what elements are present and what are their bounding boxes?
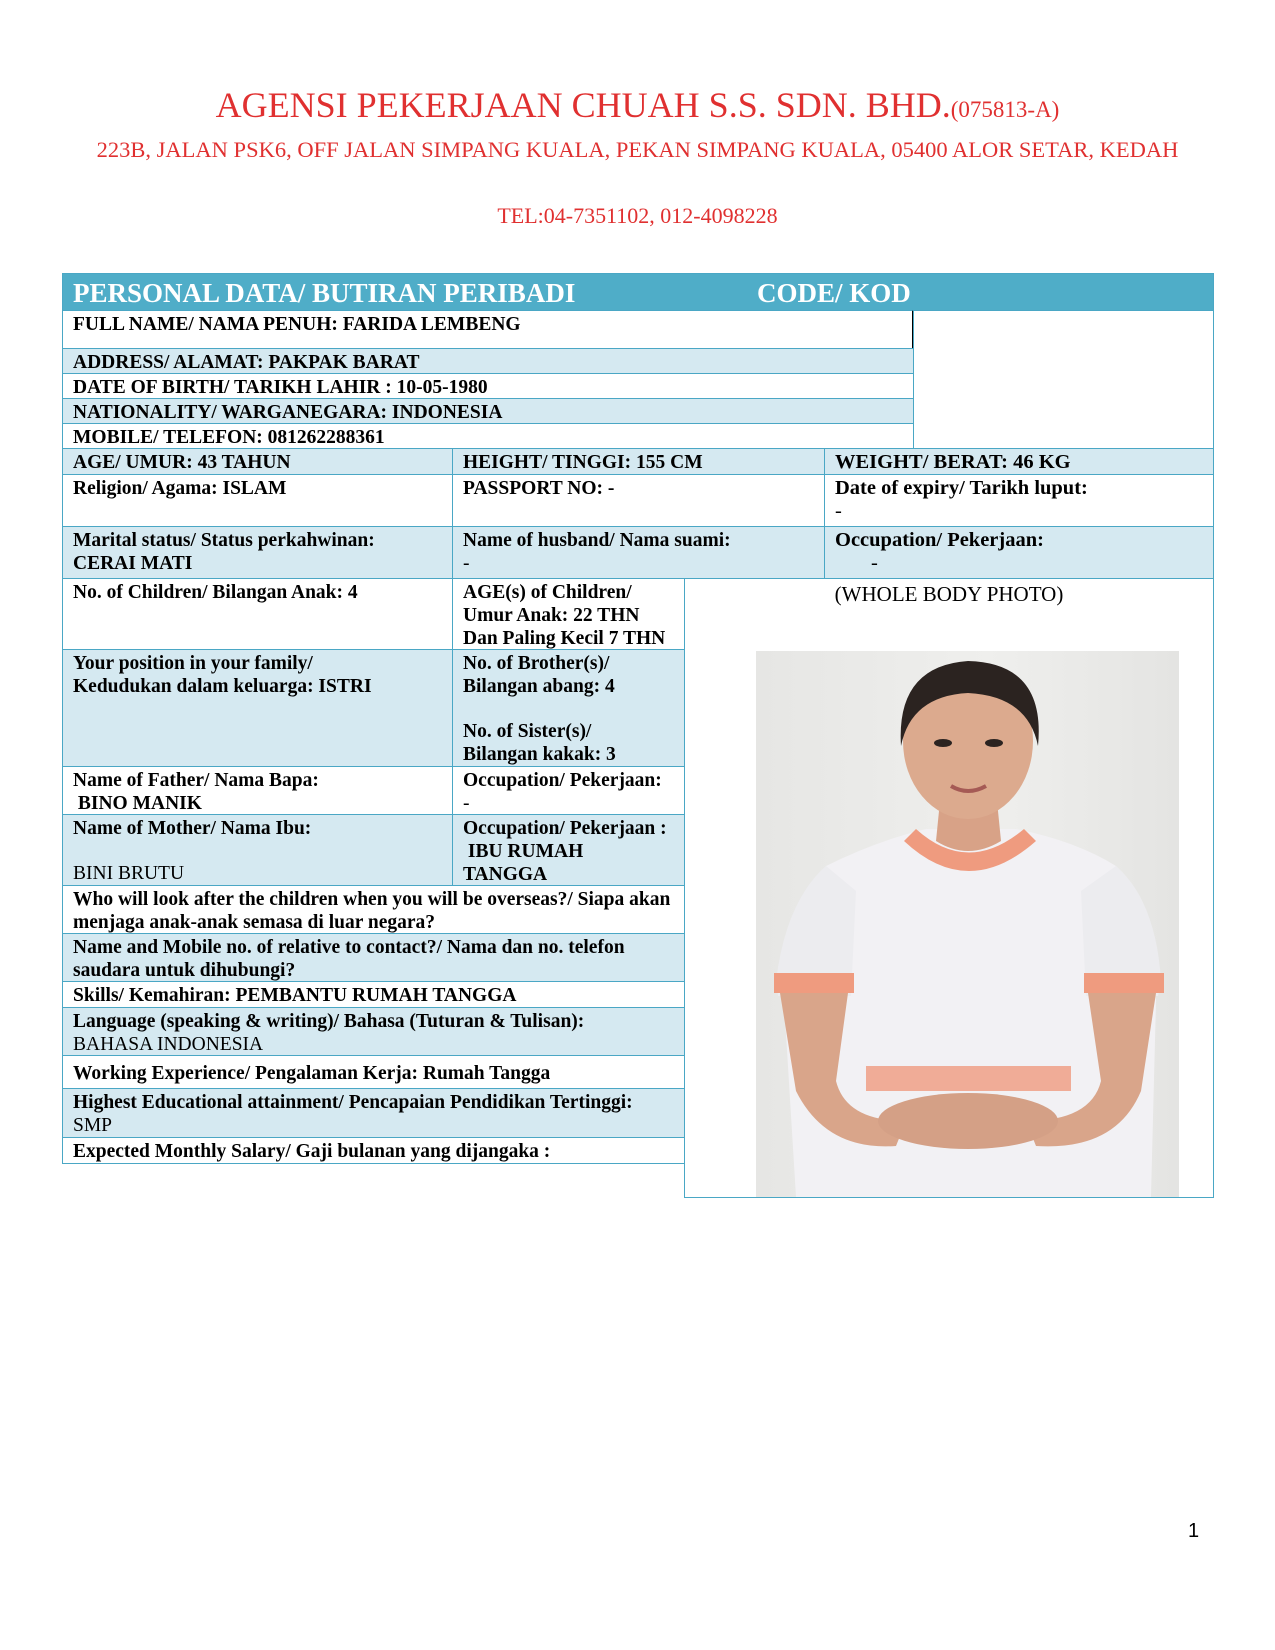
mother-occupation-cell bbox=[452, 814, 685, 886]
marital-label: Marital status/ Status perkahwinan: bbox=[73, 530, 375, 551]
skills-cell: Skills/ Kemahiran: PEMBANTU RUMAH TANGGA bbox=[62, 981, 685, 1008]
mother-occupation-value-1: IBU RUMAH bbox=[463, 841, 584, 862]
section-title: PERSONAL DATA/ BUTIRAN PERIBADI bbox=[73, 278, 576, 308]
whole-body-photo bbox=[756, 651, 1179, 1197]
agency-name bbox=[0, 84, 1275, 126]
family-position-line-1: Your position in your family/ bbox=[73, 653, 313, 674]
agency-tel: TEL:04-7351102, 012-4098228 bbox=[497, 203, 778, 228]
agency-address: 223B, JALAN PSK6, OFF JALAN SIMPANG KUALA, PEKAN SIMPANG KUALA, 05400 ALOR SETAR, KEDAH bbox=[96, 137, 1179, 162]
age-cell: AGE/ UMUR: 43 TAHUN bbox=[62, 448, 453, 475]
occupation-cell bbox=[824, 526, 1214, 579]
education-value: SMP bbox=[73, 1115, 113, 1136]
dob-cell: DATE OF BIRTH/ TARIKH LAHIR : 10-05-1980 bbox=[62, 373, 914, 399]
children-age-line-3: Dan Paling Kecil 7 THN bbox=[463, 628, 666, 649]
religion-cell: Religion/ Agama: ISLAM bbox=[62, 474, 453, 527]
expiry-value: - bbox=[835, 500, 842, 522]
section-title-bar bbox=[62, 273, 1214, 311]
children-care-cell: Who will look after the children when you will be overseas?/ Siapa akan menjaga anak-anak semasa di luar negara? bbox=[62, 885, 685, 934]
mother-occupation-value-2: TANGGA bbox=[463, 864, 548, 885]
expiry-label: Date of expiry/ Tarikh luput: bbox=[835, 477, 1088, 499]
brothers-line-2: Bilangan abang: 4 bbox=[463, 676, 615, 697]
father-value: BINO MANIK bbox=[73, 793, 202, 814]
full-name-cell: FULL NAME/ NAMA PENUH: FARIDA LEMBENG bbox=[62, 310, 914, 349]
passport-cell: PASSPORT NO: - bbox=[452, 474, 825, 527]
agency-registration: (075813-A) bbox=[950, 97, 1060, 122]
relative-contact-cell: Name and Mobile no. of relative to contact?/ Nama dan no. telefon saudara untuk dihubungi? bbox=[62, 933, 685, 982]
weight-cell: WEIGHT/ BERAT: 46 KG bbox=[824, 448, 1214, 475]
father-occupation-cell bbox=[452, 766, 685, 815]
salary-cell: Expected Monthly Salary/ Gaji bulanan yang dijangaka : bbox=[62, 1137, 685, 1164]
nationality-cell: NATIONALITY/ WARGANEGARA: INDONESIA bbox=[62, 398, 914, 424]
mother-cell bbox=[62, 814, 453, 886]
mobile-cell: MOBILE/ TELEFON: 081262288361 bbox=[62, 423, 914, 449]
education-cell bbox=[62, 1088, 685, 1138]
family-position-cell bbox=[62, 649, 453, 767]
language-value: BAHASA INDONESIA bbox=[73, 1034, 264, 1055]
photo-caption: (WHOLE BODY PHOTO) bbox=[834, 582, 1064, 606]
education-label: Highest Educational attainment/ Pencapaian Pendidikan Tertinggi: bbox=[73, 1092, 633, 1113]
occupation-value: - bbox=[871, 552, 878, 574]
children-count-cell: No. of Children/ Bilangan Anak: 4 bbox=[62, 578, 453, 650]
father-cell bbox=[62, 766, 453, 815]
occupation-label: Occupation/ Pekerjaan: bbox=[835, 529, 1044, 551]
father-occupation-value: - bbox=[463, 793, 470, 814]
siblings-cell bbox=[452, 649, 685, 767]
children-age-line-1: AGE(s) of Children/ bbox=[463, 582, 632, 603]
language-cell bbox=[62, 1007, 685, 1056]
husband-label: Name of husband/ Nama suami: bbox=[463, 530, 731, 551]
mother-value: BINI BRUTU bbox=[73, 863, 185, 884]
sisters-line-2: Bilangan kakak: 3 bbox=[463, 744, 616, 765]
children-age-line-2: Umur Anak: 22 THN bbox=[463, 605, 640, 626]
husband-value: - bbox=[463, 553, 470, 574]
mother-label: Name of Mother/ Nama Ibu: bbox=[73, 818, 312, 839]
address-cell: ADDRESS/ ALAMAT: PAKPAK BARAT bbox=[62, 348, 914, 374]
agency-name-text: AGENSI PEKERJAAN CHUAH S.S. SDN. BHD. bbox=[215, 85, 951, 125]
page-number: 1 bbox=[1188, 1520, 1200, 1542]
marital-cell bbox=[62, 526, 453, 579]
code-label: CODE/ KOD bbox=[757, 278, 911, 308]
sisters-line-1: No. of Sister(s)/ bbox=[463, 721, 592, 742]
children-age-cell bbox=[452, 578, 685, 650]
father-occupation-label: Occupation/ Pekerjaan: bbox=[463, 770, 662, 791]
marital-value: CERAI MATI bbox=[73, 553, 193, 574]
husband-cell bbox=[452, 526, 825, 579]
height-cell: HEIGHT/ TINGGI: 155 CM bbox=[452, 448, 825, 475]
language-label: Language (speaking & writing)/ Bahasa (Tuturan & Tulisan): bbox=[73, 1011, 585, 1032]
father-label: Name of Father/ Nama Bapa: bbox=[73, 770, 319, 791]
brothers-line-1: No. of Brother(s)/ bbox=[463, 653, 610, 674]
code-value-cell bbox=[913, 310, 1214, 463]
family-position-line-2: Kedudukan dalam keluarga: ISTRI bbox=[73, 676, 372, 697]
expiry-cell bbox=[824, 474, 1214, 527]
mother-occupation-label: Occupation/ Pekerjaan : bbox=[463, 818, 667, 839]
experience-cell: Working Experience/ Pengalaman Kerja: Rumah Tangga bbox=[62, 1055, 685, 1089]
